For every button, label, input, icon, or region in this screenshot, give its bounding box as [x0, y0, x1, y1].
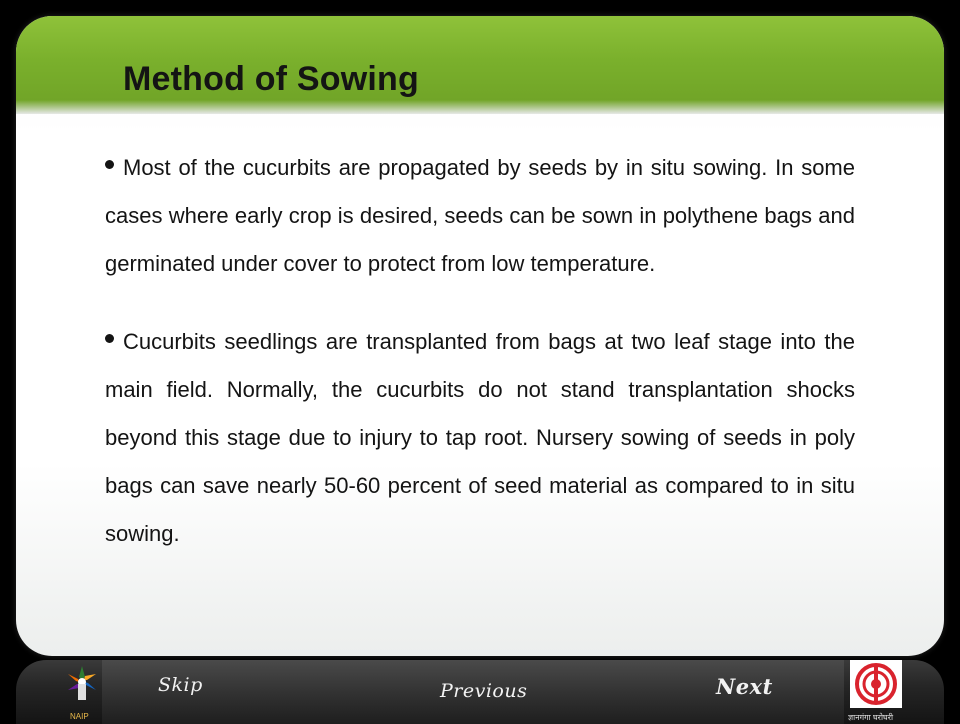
footer-nav-bar [16, 660, 944, 724]
slide-card [16, 16, 944, 656]
skip-button[interactable]: Skip [158, 674, 203, 696]
bullet-text: Most of the cucurbits are propagated by seeds by in situ sowing. In some cases where early crop is desired, seeds can be sown in polythene bags and germinated under cover to protect from low temperature. [105, 155, 855, 276]
bullet-icon [105, 334, 114, 343]
bullet-paragraph [105, 318, 855, 558]
university-logo [846, 660, 906, 724]
next-button[interactable]: Next [716, 674, 773, 699]
bullet-text: Cucurbits seedlings are transplanted from bags at two leaf stage into the main field. Normally, the cucurbits do not stand transplantation shocks beyond this stage due to injury to tap root. Nursery sowing of seeds in poly bags can save nearly 50-60 percent of seed material as compared to in situ sowing. [105, 329, 855, 546]
bullet-paragraph [105, 144, 855, 288]
slide-title: Method of Sowing [123, 60, 419, 98]
slide-content [105, 144, 855, 558]
naip-logo [62, 660, 102, 724]
bullet-icon [105, 160, 114, 169]
previous-button[interactable]: Previous [440, 680, 528, 702]
naip-logo-caption: NAIP [70, 712, 89, 721]
university-logo-caption: ज्ञानगंगा घरोघरी [848, 713, 894, 722]
university-emblem-icon [846, 660, 906, 712]
